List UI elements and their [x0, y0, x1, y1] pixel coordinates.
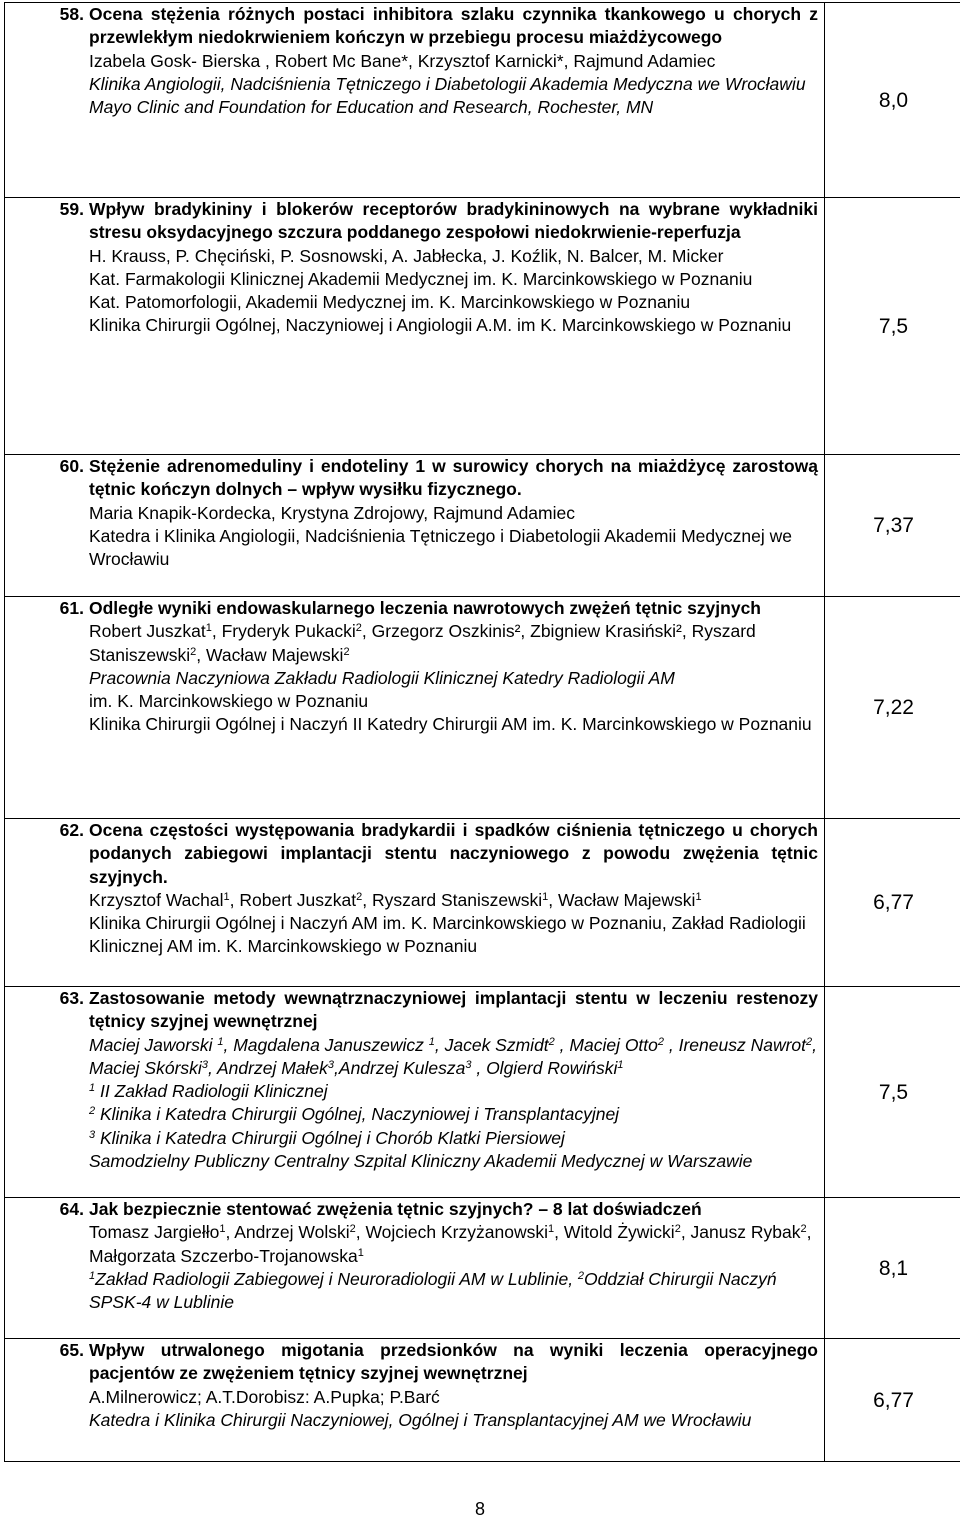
impact-score: 6,77 — [825, 1339, 960, 1462]
table-row — [5, 3, 960, 198]
table-row — [5, 819, 960, 987]
table-row — [5, 987, 960, 1198]
abstract-affiliation: $^2$ Klinika i Katedra Chirurgii Ogólnej, Naczyniowej i Transplantacyjnej — [89, 1103, 818, 1126]
abstracts-table — [4, 2, 960, 1462]
abstract-authors: Krzysztof Wachal$^1$, Robert Juszkat$^2$, Ryszard Staniszewski$^1$, Wacław Majewski$^1$ — [89, 889, 818, 912]
abstract-number: 62. — [5, 819, 89, 959]
abstract-affiliation: im. K. Marcinkowskiego w Poznaniu — [89, 690, 818, 713]
abstract-number: 65. — [5, 1339, 89, 1432]
abstract-cell — [5, 1339, 825, 1462]
abstract-affiliation: Katedra i Klinika Chirurgii Naczyniowej, Ogólnej i Transplantacyjnej AM we Wrocławiu — [89, 1409, 818, 1432]
abstract-affiliation: Klinika Chirurgii Ogólnej, Naczyniowej i Angiologii A.M. im K. Marcinkowskiego w Poznaniu — [89, 314, 818, 337]
abstract-title: Ocena stężenia różnych postaci inhibitora szlaku czynnika tkankowego u chorych z przewlekłym niedokrwieniem kończyn w przebiegu procesu miażdżycowego — [89, 3, 818, 50]
abstract-affiliation: Katedra i Klinika Angiologii, Nadciśnienia Tętniczego i Diabetologii Akademii Medycznej we Wrocławiu — [89, 525, 818, 572]
abstract-cell — [5, 455, 825, 597]
abstract-affiliation: Klinika Angiologii, Nadciśnienia Tętniczego i Diabetologii Akademia Medyczna we Wrocławiu — [89, 73, 818, 96]
abstract-affiliation: Samodzielny Publiczny Centralny Szpital Kliniczny Akademii Medycznej w Warszawie — [89, 1150, 818, 1173]
page-number: 8 — [0, 1499, 960, 1520]
abstract-cell — [5, 198, 825, 455]
table-row — [5, 597, 960, 819]
abstract-cell — [5, 597, 825, 819]
abstract-authors: Maciej Jaworski $^1$, Magdalena Januszewicz $^1$, Jacek Szmidt$^2$ , Maciej Otto$^2$ , Ireneusz Nawrot$^2$, Maciej Skórski$^3$, Andrzej Małek$^3$,Andrzej Kulesza$^3$ , Olgierd Rowiński$^1$ — [89, 1034, 818, 1081]
abstract-cell — [5, 3, 825, 198]
abstract-authors: Tomasz Jargiełło$^1$, Andrzej Wolski$^2$, Wojciech Krzyżanowski$^1$, Witold Żywicki$^2$, Janusz Rybak$^2$, Małgorzata Szczerbo-Trojanowska$^1$ — [89, 1221, 818, 1268]
table-row — [5, 455, 960, 597]
abstract-authors: Robert Juszkat$^1$, Fryderyk Pukacki$^2$, Grzegorz Oszkinis², Zbigniew Krasiński², Ryszard Staniszewski$^2$, Wacław Majewski$^2$ — [89, 620, 818, 667]
abstract-authors: Izabela Gosk- Bierska , Robert Mc Bane*, Krzysztof Karnicki*, Rajmund Adamiec — [89, 50, 818, 73]
abstract-affiliation: Kat. Patomorfologii, Akademii Medycznej im. K. Marcinkowskiego w Poznaniu — [89, 291, 818, 314]
abstract-title: Zastosowanie metody wewnątrznaczyniowej implantacji stentu w leczeniu restenozy tętnicy szyjnej wewnętrznej — [89, 987, 818, 1034]
abstract-title: Stężenie adrenomeduliny i endoteliny 1 w surowicy chorych na miażdżycę zarostową tętnic kończyn dolnych – wpływ wysiłku fizycznego. — [89, 455, 818, 502]
abstract-affiliation: Klinika Chirurgii Ogólnej i Naczyń AM im. K. Marcinkowskiego w Poznaniu, Zakład Radiologii Klinicznej AM im. K. Marcinkowskiego w Poznaniu — [89, 912, 818, 959]
impact-score: 7,37 — [825, 455, 960, 597]
abstract-affiliation: Pracownia Naczyniowa Zakładu Radiologii Klinicznej Katedry Radiologii AM — [89, 667, 818, 690]
abstract-authors: H. Krauss, P. Chęciński, P. Sosnowski, A. Jabłecka, J. Koźlik, N. Balcer, M. Micker — [89, 245, 818, 268]
abstract-number: 61. — [5, 597, 89, 737]
impact-score: 8,1 — [825, 1198, 960, 1339]
impact-score: 7,5 — [825, 198, 960, 455]
table-row — [5, 1339, 960, 1462]
abstract-cell — [5, 1198, 825, 1339]
abstract-number: 58. — [5, 3, 89, 119]
abstract-title: Wpływ bradykininy i blokerów receptorów bradykininowych na wybrane wykładniki stresu oksydacyjnego szczura poddanego zespołowi niedokrwienie-reperfuzja — [89, 198, 818, 245]
abstract-affiliation: $^1$Zakład Radiologii Zabiegowej i Neuroradiologii AM w Lublinie, $^2$Oddział Chirurgii Naczyń SPSK-4 w Lublinie — [89, 1268, 818, 1315]
abstract-number: 63. — [5, 987, 89, 1173]
impact-score: 6,77 — [825, 819, 960, 987]
abstract-number: 59. — [5, 198, 89, 338]
abstract-title: Jak bezpiecznie stentować zwężenia tętnic szyjnych? – 8 lat doświadczeń — [89, 1198, 818, 1221]
abstract-title: Wpływ utrwalonego migotania przedsionków na wyniki leczenia operacyjnego pacjentów ze zwężeniem tętnicy szyjnej wewnętrznej — [89, 1339, 818, 1386]
table-row — [5, 198, 960, 455]
abstract-affiliation: Klinika Chirurgii Ogólnej i Naczyń II Katedry Chirurgii AM im. K. Marcinkowskiego w Poznaniu — [89, 713, 818, 736]
impact-score: 8,0 — [825, 3, 960, 198]
abstract-title: Odległe wyniki endowaskularnego leczenia nawrotowych zwężeń tętnic szyjnych — [89, 597, 818, 620]
abstract-affiliation: Kat. Farmakologii Klinicznej Akademii Medycznej im. K. Marcinkowskiego w Poznaniu — [89, 268, 818, 291]
table-row — [5, 1198, 960, 1339]
abstract-affiliation: $^1$ II Zakład Radiologii Klinicznej — [89, 1080, 818, 1103]
abstract-authors: A.Milnerowicz; A.T.Dorobisz: A.Pupka; P.Barć — [89, 1386, 818, 1409]
abstract-cell — [5, 987, 825, 1198]
impact-score: 7,5 — [825, 987, 960, 1198]
abstract-number: 60. — [5, 455, 89, 571]
abstract-title: Ocena częstości występowania bradykardii i spadków ciśnienia tętniczego u chorych podanych zabiegowi implantacji stentu naczyniowego z powodu zwężenia tętnic szyjnych. — [89, 819, 818, 889]
abstract-affiliation: $^3$ Klinika i Katedra Chirurgii Ogólnej i Chorób Klatki Piersiowej — [89, 1127, 818, 1150]
abstract-authors: Maria Knapik-Kordecka, Krystyna Zdrojowy, Rajmund Adamiec — [89, 502, 818, 525]
abstract-affiliation: Mayo Clinic and Foundation for Education and Research, Rochester, MN — [89, 96, 818, 119]
impact-score: 7,22 — [825, 597, 960, 819]
abstract-cell — [5, 819, 825, 987]
abstract-number: 64. — [5, 1198, 89, 1314]
